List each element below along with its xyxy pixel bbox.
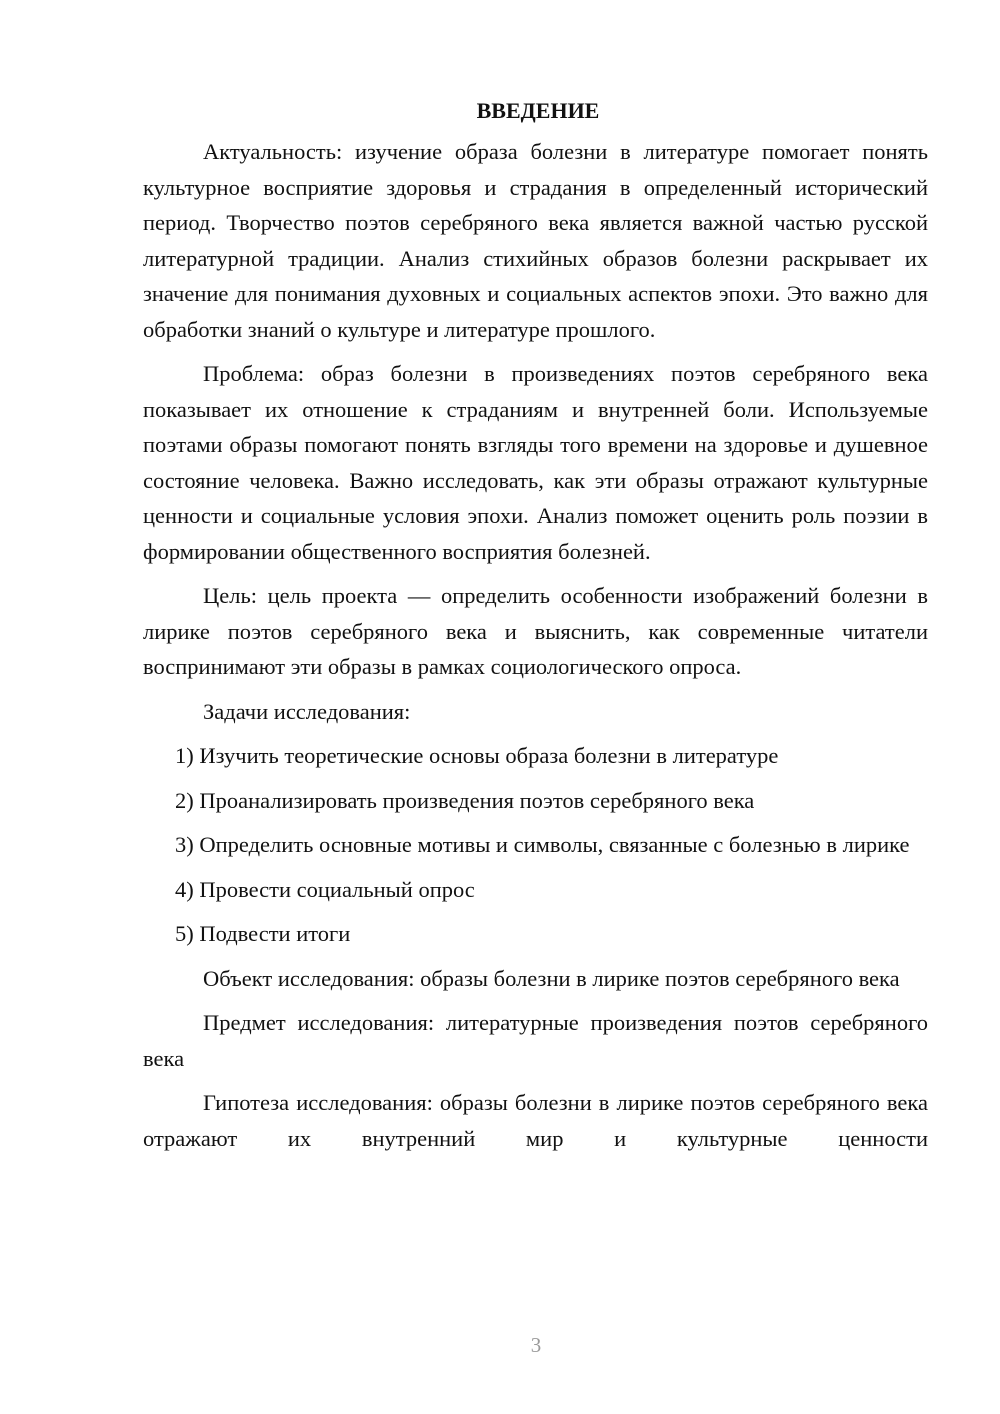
- paragraph-hypothesis: Гипотеза исследования: образы болезни в лирике поэтов серебряного века отражают их внутренний мир и культурные ценности: [143, 1090, 928, 1151]
- tasks-heading: Задачи исследования:: [203, 698, 411, 724]
- paragraph-object: Объект исследования: образы болезни в лирике поэтов серебряного века: [203, 965, 900, 991]
- list-item: 2) Проанализировать произведения поэтов серебряного века: [175, 787, 755, 813]
- list-item: 5) Подвести итоги: [175, 921, 351, 946]
- paragraph-goal: Цель: цель проекта — определить особенности изображений болезни в лирике поэтов серебряного века и выяснить, как современные читатели воспринимают эти образы в рамках социологического опроса.: [143, 583, 928, 679]
- paragraph-relevance: Актуальность: изучение образа болезни в литературе помогает понять культурное восприятие здоровья и страдания в определенный исторический период. Творчество поэтов серебряного века является важной частью русской литературной традиции. Анализ стихийных образов болезни раскрывает их значение для понимания духовных и социальных аспектов эпохи. Это важно для обработки знаний о культуре и литературе прошлого.: [143, 139, 928, 342]
- list-item: 1) Изучить теоретические основы образа болезни в литературе: [175, 743, 779, 768]
- list-item: 4) Провести социальный опрос: [175, 876, 475, 902]
- page-number: 3: [530, 1333, 542, 1357]
- paragraph-subject: Предмет исследования: литературные произведения поэтов серебряного века: [143, 1010, 928, 1071]
- page-title: ВВЕДЕНИЕ: [476, 98, 600, 123]
- paragraph-problem: Проблема: образ болезни в произведениях поэтов серебряного века показывает их отношение к страданиям и внутренней боли. Используемые поэтами образы помогают понять взгляды того времени на здоровье и душевное состояние человека. Важно исследовать, как эти образы отражают культурные ценности и социальные условия эпохи. Анализ поможет оценить роль поэзии в формировании общественного восприятия болезней.: [143, 361, 928, 564]
- tasks-list: [143, 738, 928, 952]
- list-item: 3) Определить основные мотивы и символы, связанные с болезнью в лирике: [175, 832, 910, 857]
- document-page: [143, 96, 928, 1165]
